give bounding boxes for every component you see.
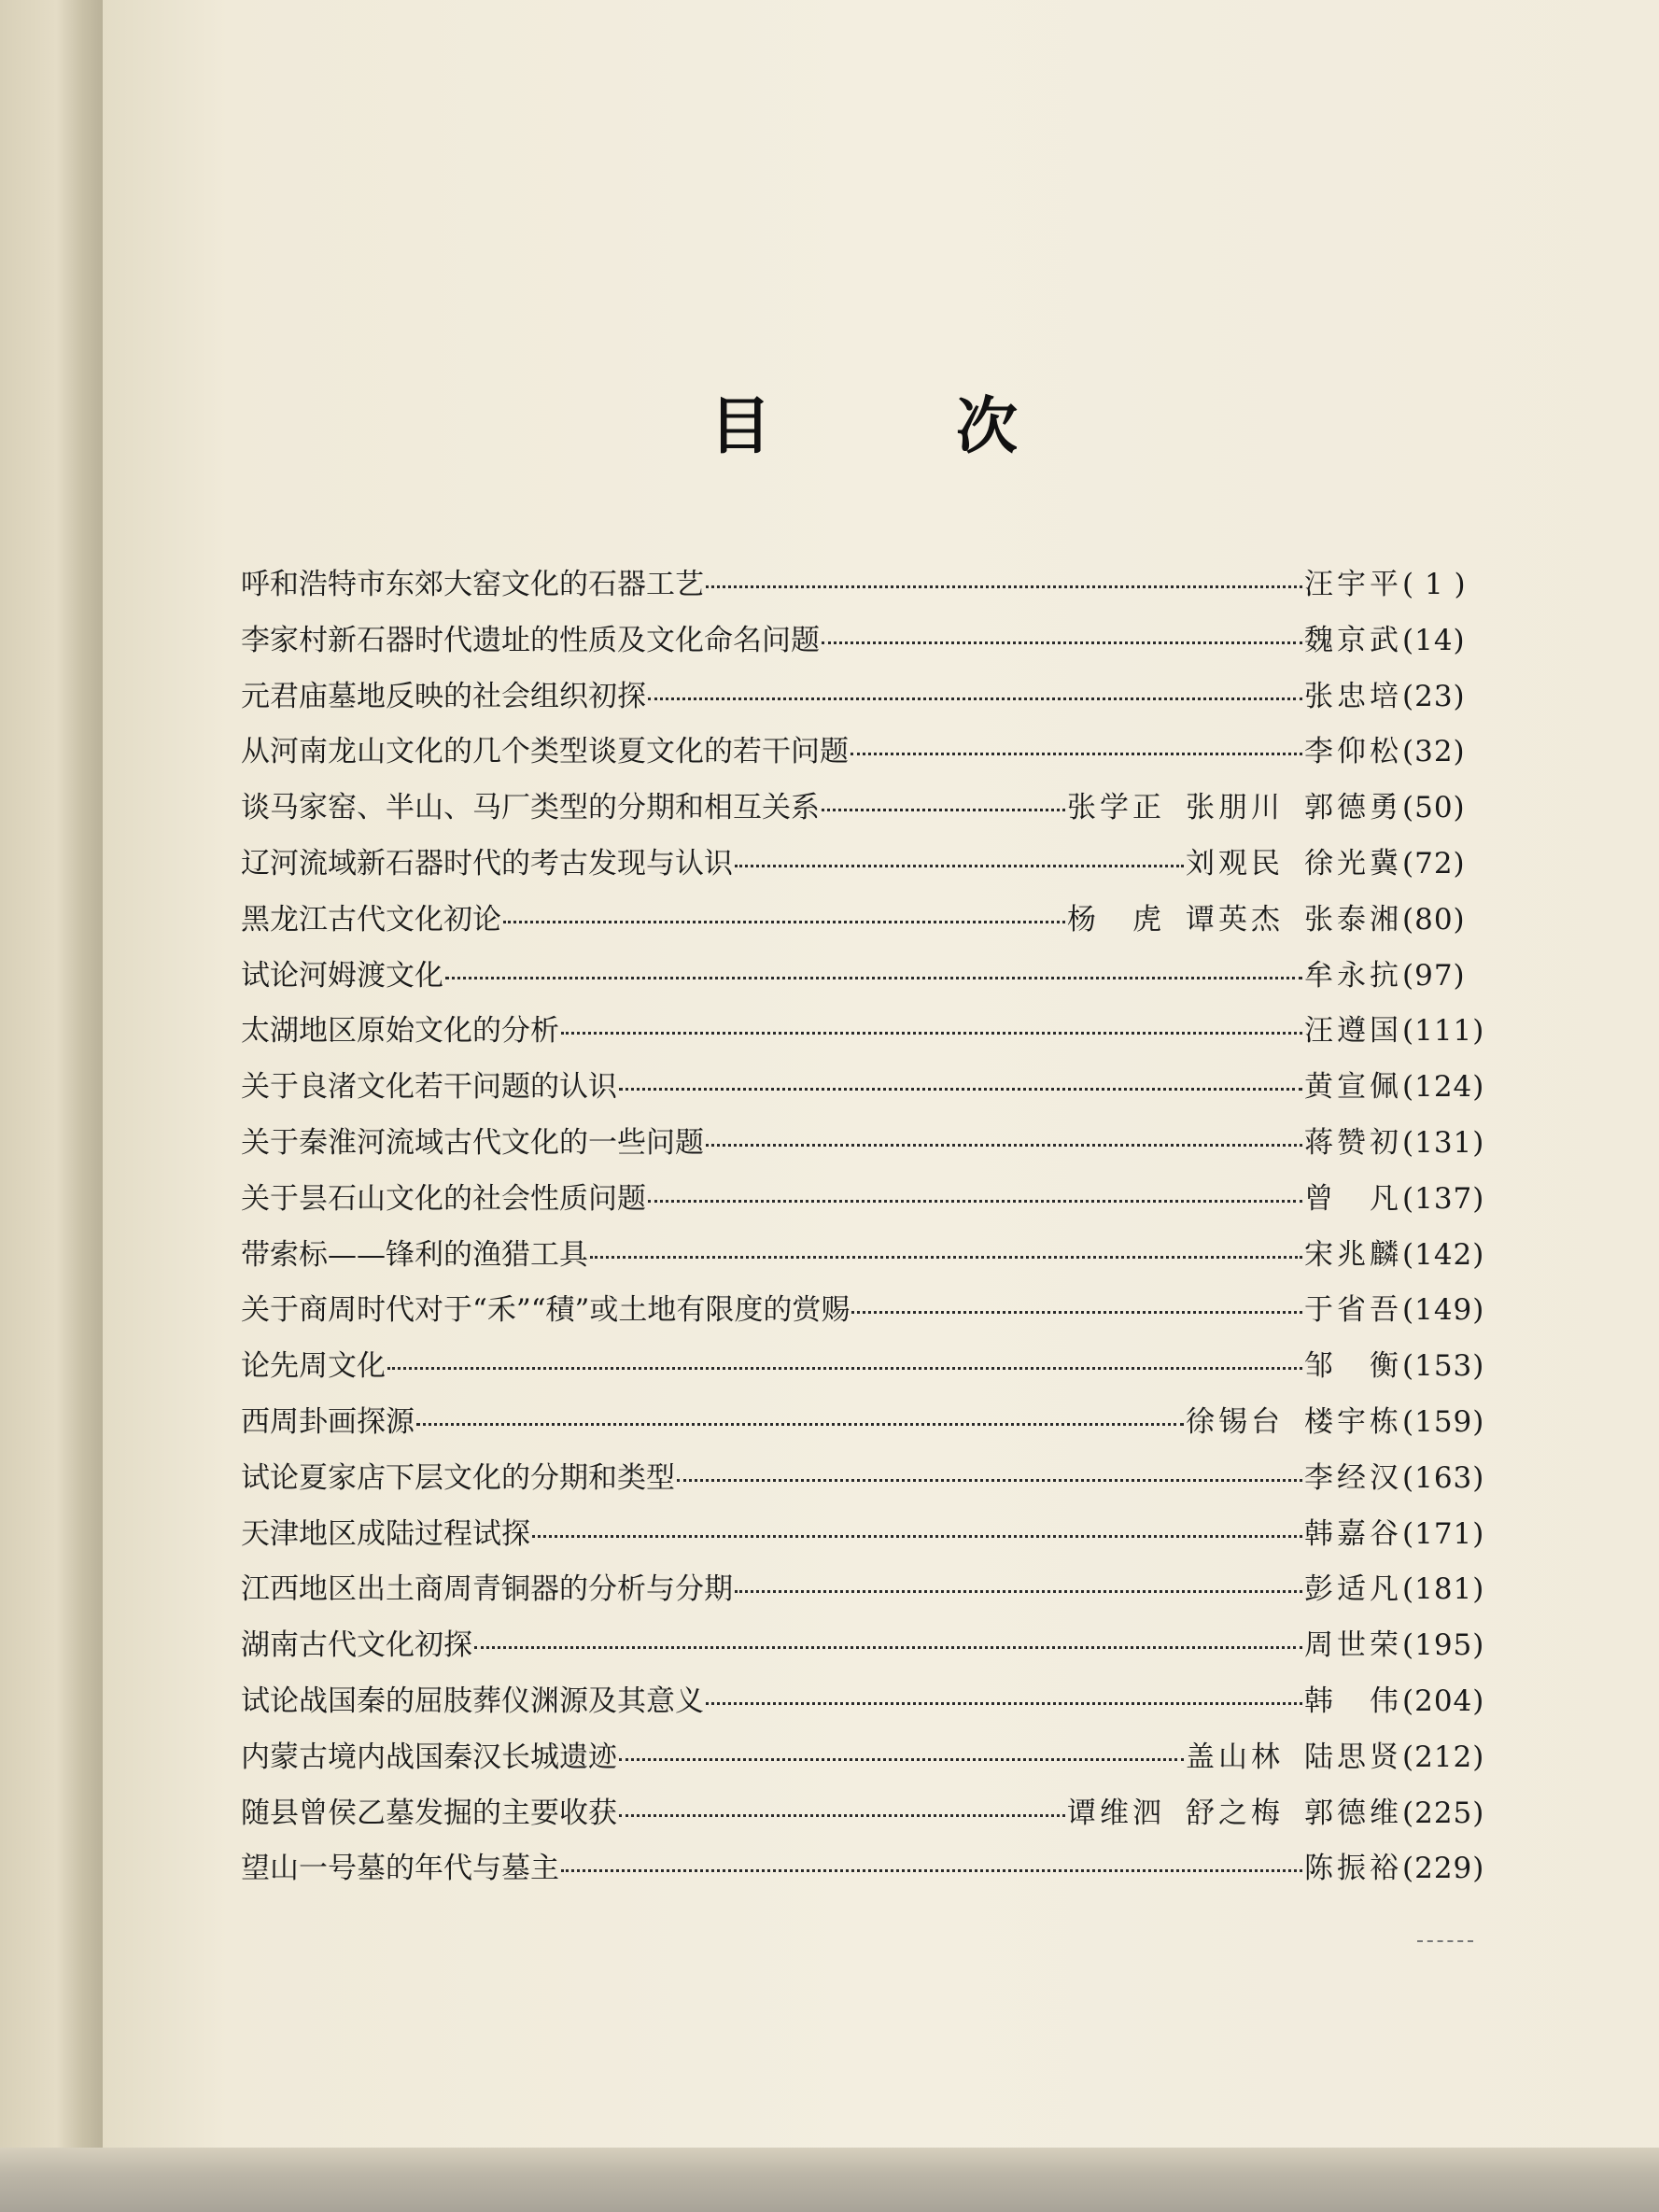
decorative-pencil-mark — [1417, 1940, 1473, 1942]
toc-entry-title: 关于昙石山文化的社会性质问题 — [241, 1181, 646, 1216]
toc-entry-title: 太湖地区原始文化的分析 — [241, 1014, 559, 1049]
dot-leader — [474, 1646, 1302, 1649]
toc-entry[interactable] — [241, 1844, 1492, 1900]
toc-entry-authors — [1304, 672, 1402, 714]
toc-entry-author: 盖山林 — [1186, 1740, 1284, 1774]
toc-entry-authors — [1186, 1398, 1402, 1440]
toc-entry-authors — [1304, 1175, 1402, 1217]
dot-leader — [590, 1256, 1302, 1259]
toc-entry-authors — [1304, 1007, 1402, 1049]
toc-entry-authors — [1304, 1454, 1402, 1496]
dot-leader — [561, 1869, 1302, 1872]
toc-entry[interactable] — [241, 1063, 1492, 1119]
toc-entry-author: 牟永抗 — [1304, 958, 1402, 993]
toc-entry-title: 李家村新石器时代遗址的性质及文化命名问题 — [241, 623, 820, 657]
toc-entry-author: 张学正 — [1067, 791, 1165, 825]
page-title-char-1: 目 — [710, 389, 771, 462]
toc-entry-authors — [1186, 839, 1402, 881]
toc-entry[interactable] — [241, 1621, 1492, 1677]
toc-entry-page-number: ( 1 ) — [1402, 568, 1467, 601]
table-of-contents — [241, 560, 1492, 1900]
toc-entry-title: 关于秦淮河流域古代文化的一些问题 — [241, 1125, 704, 1160]
toc-entry-authors — [1304, 1286, 1402, 1328]
toc-entry[interactable] — [241, 1789, 1492, 1845]
toc-entry-author: 郭德维 — [1304, 1796, 1402, 1830]
toc-entry-title: 呼和浩特市东郊大窑文化的石器工艺 — [241, 568, 704, 601]
toc-entry-authors — [1304, 951, 1402, 993]
toc-entry-authors — [1067, 783, 1402, 825]
toc-entry-authors — [1304, 1510, 1402, 1552]
page-bottom-edge — [0, 2148, 1659, 2212]
toc-entry-page-number: (50) — [1402, 791, 1466, 825]
toc-entry[interactable] — [241, 1342, 1492, 1398]
toc-entry[interactable] — [241, 1733, 1492, 1789]
toc-entry-author: 张朋川 — [1186, 791, 1284, 825]
toc-entry-title: 内蒙古境内战国秦汉长城遗迹 — [241, 1740, 617, 1774]
toc-entry-authors — [1067, 895, 1402, 937]
toc-entry-author: 汪遵国 — [1304, 1014, 1402, 1049]
toc-entry-author: 汪宇平 — [1304, 568, 1402, 601]
toc-entry-author: 张泰湘 — [1304, 902, 1402, 937]
toc-entry-author: 李经汉 — [1304, 1460, 1402, 1495]
toc-entry-author: 邹 衡 — [1304, 1349, 1402, 1384]
toc-entry-author: 于省吾 — [1304, 1293, 1402, 1328]
toc-entry-page-number: (32) — [1402, 735, 1466, 769]
toc-entry[interactable] — [241, 616, 1492, 672]
dot-leader — [619, 1814, 1065, 1817]
toc-entry[interactable] — [241, 1565, 1492, 1621]
toc-entry-authors — [1304, 1677, 1402, 1719]
toc-entry-authors — [1304, 1231, 1402, 1273]
toc-entry-author: 刘观民 — [1186, 846, 1284, 881]
toc-entry-authors — [1304, 1119, 1402, 1161]
toc-entry-authors — [1304, 616, 1402, 658]
toc-entry[interactable] — [241, 1286, 1492, 1342]
dot-leader — [445, 977, 1302, 979]
toc-entry-page-number: (153) — [1402, 1349, 1485, 1384]
toc-entry-page-number: (111) — [1402, 1014, 1485, 1049]
toc-entry-page-number: (163) — [1402, 1460, 1485, 1495]
toc-entry-authors — [1304, 560, 1402, 602]
toc-entry-author: 蒋赞初 — [1304, 1125, 1402, 1160]
dot-leader — [706, 585, 1302, 588]
toc-entry-page-number: (131) — [1402, 1125, 1485, 1160]
toc-entry-author: 徐锡台 — [1186, 1404, 1284, 1439]
dot-leader — [677, 1479, 1302, 1482]
toc-entry-page-number: (181) — [1402, 1572, 1485, 1607]
toc-entry-author: 陈振裕 — [1304, 1852, 1402, 1886]
dot-leader — [416, 1423, 1184, 1426]
page-title — [710, 373, 1018, 467]
toc-entry-authors — [1304, 1342, 1402, 1384]
toc-entry-author: 曾 凡 — [1304, 1181, 1402, 1216]
toc-entry-page-number: (195) — [1402, 1628, 1485, 1663]
dot-leader — [648, 697, 1302, 700]
toc-entry[interactable] — [241, 951, 1492, 1007]
toc-entry[interactable] — [241, 1454, 1492, 1510]
toc-entry-title: 江西地区出土商周青铜器的分析与分期 — [241, 1572, 733, 1607]
dot-leader — [503, 921, 1065, 923]
toc-entry-page-number: (124) — [1402, 1070, 1485, 1105]
toc-entry-page-number: (225) — [1402, 1796, 1485, 1830]
toc-entry-page-number: (212) — [1402, 1740, 1485, 1774]
toc-entry-author: 谭维泗 — [1067, 1796, 1165, 1830]
toc-entry-page-number: (137) — [1402, 1181, 1485, 1216]
toc-entry-page-number: (204) — [1402, 1684, 1485, 1718]
toc-entry-title: 西周卦画探源 — [241, 1404, 415, 1439]
toc-entry-authors — [1067, 1789, 1402, 1831]
toc-entry-author: 杨 虎 — [1067, 902, 1165, 937]
toc-entry-author: 张忠培 — [1304, 679, 1402, 713]
toc-entry-authors — [1304, 1844, 1402, 1886]
toc-entry[interactable] — [241, 895, 1492, 951]
toc-entry[interactable] — [241, 1510, 1492, 1566]
toc-entry-author: 郭德勇 — [1304, 791, 1402, 825]
toc-entry-author: 谭英杰 — [1186, 902, 1284, 937]
page-title-char-2: 次 — [956, 389, 1018, 462]
toc-entry-author: 韩嘉谷 — [1304, 1516, 1402, 1551]
toc-entry-title: 天津地区成陆过程试探 — [241, 1516, 530, 1551]
toc-entry-page-number: (159) — [1402, 1404, 1485, 1439]
toc-entry-author: 宋兆麟 — [1304, 1237, 1402, 1272]
toc-entry[interactable] — [241, 1231, 1492, 1287]
toc-entry-authors — [1186, 1733, 1402, 1775]
toc-entry-page-number: (142) — [1402, 1237, 1485, 1272]
toc-entry-title: 湖南古代文化初探 — [241, 1628, 472, 1663]
toc-entry-page-number: (80) — [1402, 902, 1466, 937]
toc-entry-author: 陆思贤 — [1304, 1740, 1402, 1774]
toc-entry-authors — [1304, 1565, 1402, 1607]
toc-entry-author: 楼宇栋 — [1304, 1404, 1402, 1439]
toc-entry[interactable] — [241, 727, 1492, 783]
dot-leader — [735, 1590, 1302, 1593]
dot-leader — [851, 753, 1302, 755]
toc-entry-title: 谈马家窑、半山、马厂类型的分期和相互关系 — [241, 791, 820, 825]
toc-entry-title: 试论河姆渡文化 — [241, 958, 443, 993]
dot-leader — [822, 641, 1302, 644]
toc-entry-author: 李仰松 — [1304, 735, 1402, 769]
dot-leader — [706, 1144, 1302, 1147]
dot-leader — [648, 1200, 1302, 1203]
toc-entry[interactable] — [241, 1175, 1492, 1231]
toc-entry-author: 舒之梅 — [1186, 1796, 1284, 1830]
toc-entry-title: 随县曾侯乙墓发掘的主要收获 — [241, 1796, 617, 1830]
toc-entry-page-number: (14) — [1402, 623, 1466, 657]
toc-entry[interactable] — [241, 560, 1492, 616]
toc-entry-title: 试论夏家店下层文化的分期和类型 — [241, 1460, 675, 1495]
toc-entry-page-number: (229) — [1402, 1852, 1485, 1886]
toc-entry-title: 试论战国秦的屈肢葬仪渊源及其意义 — [241, 1684, 704, 1718]
toc-entry-authors — [1304, 1063, 1402, 1105]
toc-entry-page-number: (97) — [1402, 958, 1466, 993]
dot-leader — [851, 1311, 1302, 1314]
toc-entry[interactable] — [241, 783, 1492, 839]
toc-entry[interactable] — [241, 1677, 1492, 1733]
toc-entry[interactable] — [241, 1007, 1492, 1063]
toc-entry-title: 论先周文化 — [241, 1349, 386, 1384]
toc-entry-page-number: (149) — [1402, 1293, 1485, 1328]
toc-entry-title: 关于良渚文化若干问题的认识 — [241, 1070, 617, 1105]
toc-entry[interactable] — [241, 1119, 1492, 1175]
dot-leader — [532, 1535, 1302, 1538]
toc-entry[interactable] — [241, 839, 1492, 895]
toc-entry-authors — [1304, 727, 1402, 769]
toc-entry-title: 元君庙墓地反映的社会组织初探 — [241, 679, 646, 713]
toc-entry-author: 周世荣 — [1304, 1628, 1402, 1663]
toc-entry-page-number: (72) — [1402, 846, 1466, 881]
toc-entry[interactable] — [241, 1398, 1492, 1454]
toc-entry-title: 黑龙江古代文化初论 — [241, 902, 501, 937]
toc-entry-author: 彭适凡 — [1304, 1572, 1402, 1607]
dot-leader — [822, 809, 1065, 811]
toc-entry-page-number: (171) — [1402, 1516, 1485, 1551]
toc-entry-author: 韩 伟 — [1304, 1684, 1402, 1718]
toc-entry-author: 黄宣佩 — [1304, 1070, 1402, 1105]
dot-leader — [561, 1032, 1302, 1035]
dot-leader — [619, 1088, 1302, 1091]
adjacent-page-gutter — [0, 0, 103, 2212]
dot-leader — [619, 1758, 1184, 1761]
dot-leader — [387, 1367, 1302, 1370]
toc-entry-title: 从河南龙山文化的几个类型谈夏文化的若干问题 — [241, 735, 849, 769]
toc-entry-title: 望山一号墓的年代与墓主 — [241, 1852, 559, 1886]
toc-entry-title: 辽河流域新石器时代的考古发现与认识 — [241, 846, 733, 881]
toc-entry-author: 魏京武 — [1304, 623, 1402, 657]
dot-leader — [735, 865, 1184, 867]
toc-entry[interactable] — [241, 672, 1492, 728]
toc-entry-authors — [1304, 1621, 1402, 1663]
toc-entry-page-number: (23) — [1402, 679, 1466, 713]
dot-leader — [706, 1702, 1302, 1705]
toc-entry-author: 徐光冀 — [1304, 846, 1402, 881]
toc-entry-title: 关于商周时代对于“禾”“積”或土地有限度的赏赐 — [241, 1293, 851, 1328]
toc-entry-title: 带索标——锋利的渔猎工具 — [241, 1237, 588, 1272]
